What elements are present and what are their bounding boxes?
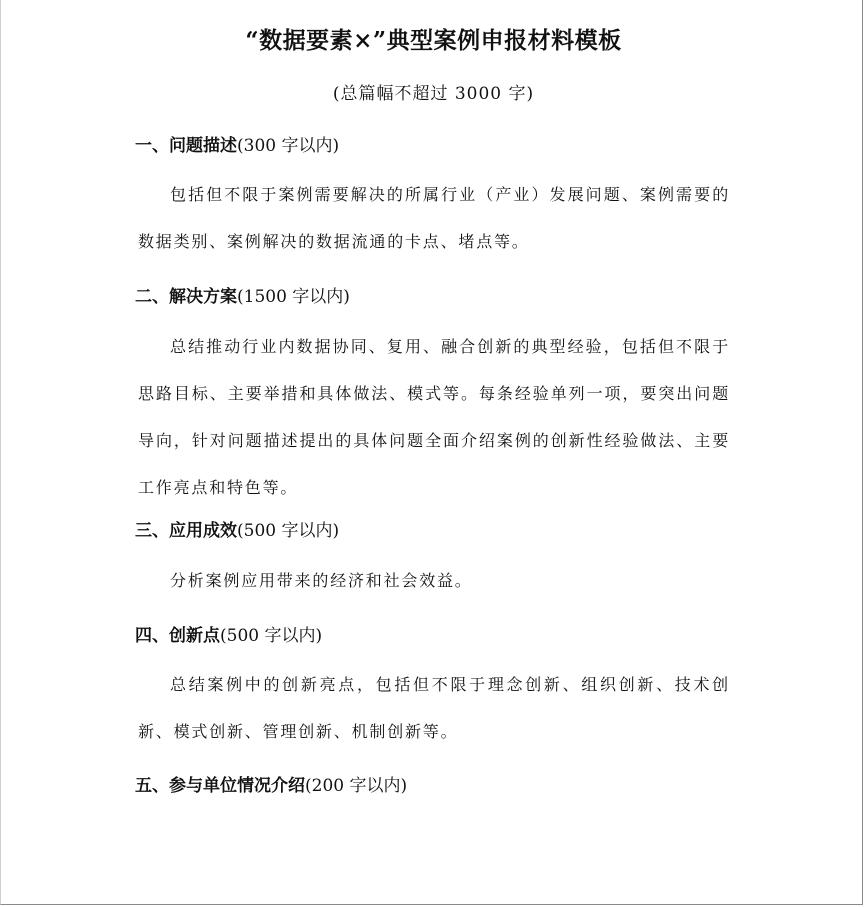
section-title: 四、创新点 [135, 626, 220, 646]
section-word-limit: (500 字以内) [237, 521, 340, 541]
section-heading-problem [135, 131, 339, 156]
section-title: 三、应用成效 [135, 521, 237, 541]
section-heading-innovation [135, 621, 322, 646]
section-heading-results [135, 516, 339, 541]
document-title: “数据要素×”典型案例申报材料模板 [245, 27, 622, 54]
section-heading-solution [135, 282, 350, 307]
section-word-limit: (500 字以内) [220, 626, 323, 646]
section-title: 二、解决方案 [135, 287, 237, 307]
section-heading-participants [135, 771, 407, 796]
section-body-problem: 包括但不限于案例需要解决的所属行业（产业）发展问题、案例需要的数据类别、案例解决的数据流通的卡点、堵点等。 [138, 185, 730, 251]
section-body-solution: 总结推动行业内数据协同、复用、融合创新的典型经验，包括但不限于思路目标、主要举措和具体做法、模式等。每条经验单列一项，要突出问题导向，针对问题描述提出的具体问题全面介绍案例的创新性经验做法、主要工作亮点和特色等。 [138, 337, 730, 497]
section-word-limit: (200 字以内) [305, 776, 408, 796]
section-title: 一、问题描述 [135, 136, 237, 156]
section-body-innovation: 总结案例中的创新亮点，包括但不限于理念创新、组织创新、技术创新、模式创新、管理创新、机制创新等。 [138, 675, 730, 741]
section-word-limit: (1500 字以内) [237, 287, 350, 307]
section-title: 五、参与单位情况介绍 [135, 776, 305, 796]
document-subtitle: (总篇幅不超过 3000 字) [332, 84, 535, 104]
section-body-results: 分析案例应用带来的经济和社会效益。 [170, 571, 473, 590]
section-word-limit: (300 字以内) [237, 136, 340, 156]
